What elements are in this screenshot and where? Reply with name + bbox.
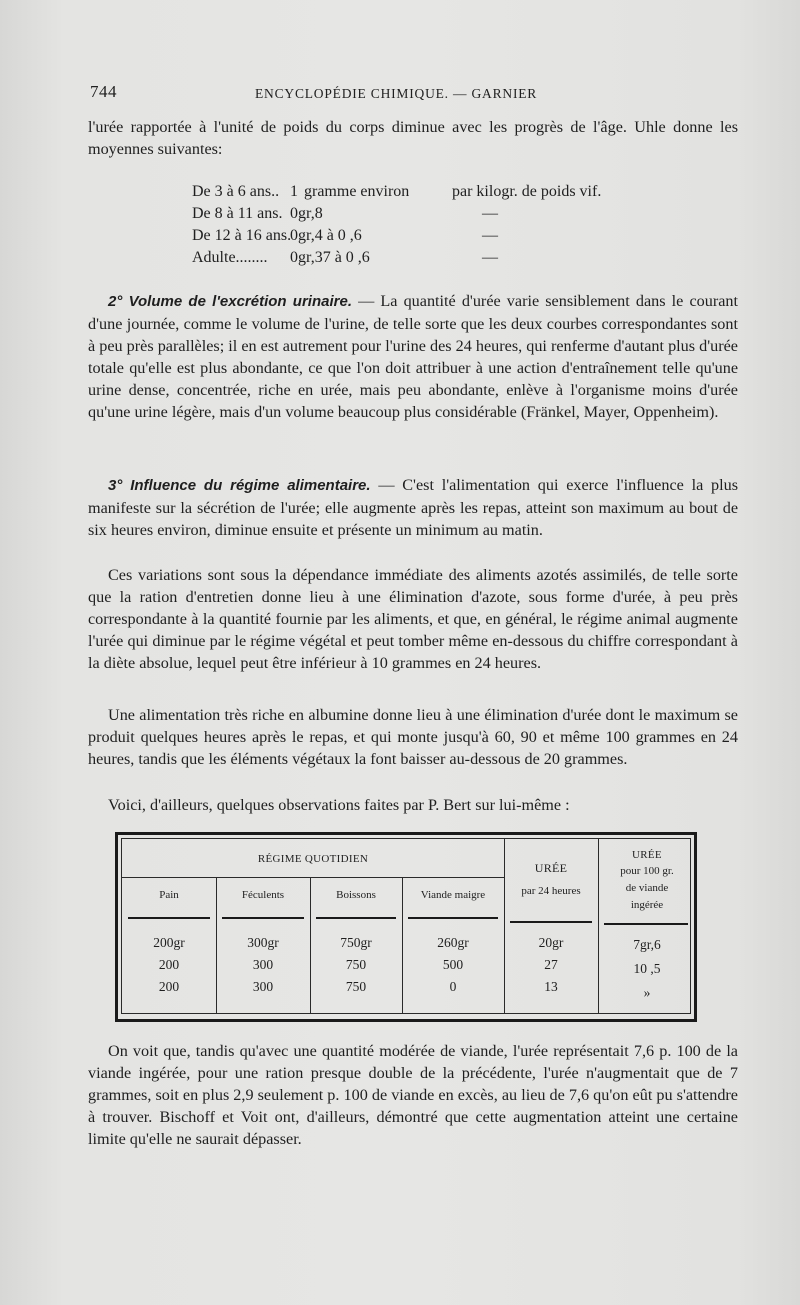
section-3 (88, 474, 738, 541)
age-row: De 12 à 16 ans. 0gr,4 à 0 ,6 — (192, 227, 498, 244)
variations-paragraph (88, 564, 738, 674)
variations-text: Ces variations sont sous la dépendance immédiate des aliments azotés assimilés, de telle sorte que la ration d'entretien donne lieu à une élimination d'azote, sous forme d'urée, à peu près correspondante à la quantité fournie par les aliments, et que, en général, le régime animal augmente l'urée qui diminue par le régime végétal et peut tomber même en-dessous du chiffre correspondant à la diète absolue, lequel peut être inférieur à 10 grammes en 24 heures. (88, 566, 738, 672)
running-title: ENCYCLOPÉDIE CHIMIQUE. — GARNIER (255, 86, 538, 101)
section-2-heading: 2° Volume de l'excrétion urinaire. (108, 293, 352, 310)
intro-text: l'urée rapportée à l'unité de poids du corps diminue avec les progrès de l'âge. Uhle donne les moyennes suivantes: (88, 118, 738, 158)
table-cell: 200gr (153, 935, 185, 950)
table-cell: 10 ,5 (633, 961, 661, 976)
age-table (192, 183, 712, 271)
final-paragraph (88, 1040, 738, 1150)
running-header (90, 82, 730, 106)
col-boissons: Boissons (336, 889, 376, 901)
table-cell: 20gr (538, 935, 564, 950)
table-cell: 13 (544, 979, 558, 994)
col-uree-pct-1: URÉE (632, 849, 662, 861)
col-uree-pct-2: pour 100 gr. (620, 865, 674, 877)
section-2 (88, 290, 738, 423)
col-uree-sub: par 24 heures (521, 885, 581, 897)
table-cell: 7gr,6 (633, 937, 661, 952)
col-uree-pct-4: ingérée (630, 899, 664, 911)
age-row: De 8 à 11 ans. 0gr,8 — (192, 205, 498, 222)
table-cell: 750 (345, 957, 367, 972)
regime-header: RÉGIME QUOTIDIEN (257, 853, 369, 865)
col-pain: Pain (159, 889, 179, 901)
table-cell: 0 (449, 979, 457, 994)
section-3-text: — C'est l'alimentation qui exerce l'influence la plus manifeste sur la sécrétion de l'urée; elle augmente après les repas, atteint son maximum au bout de six heures environ, diminue ensuite et présente un minimum au matin. (88, 476, 738, 539)
bert-observation-table (115, 832, 697, 1022)
section-2-text: — La quantité d'urée varie sensiblement dans le courant d'une journée, comme le volume de l'urine, de telle sorte que les deux courbes correspondantes sont à peu près parallèles; il en est autrement pour l'urine des 24 heures, qui renferme d'autant plus d'urée totale qu'elle est plus abondante, ce que l'on doit attribuer à une action d'entraînement telle qu'une urine dense, concentrée, riche en urée, mais peu abondante, enlève à l'organisme moins d'urée qu'une urine légère, mais d'un volume beaucoup plus considérable (Fränkel, Mayer, Oppenheim). (88, 292, 738, 421)
age-row: De 3 à 6 ans.. 1 gramme environ par kilogr. de poids vif. (192, 183, 602, 200)
intro-paragraph (88, 116, 738, 160)
voici-text: Voici, d'ailleurs, quelques observations faites par P. Bert sur lui-même : (108, 796, 570, 814)
voici-paragraph (88, 794, 738, 816)
col-viande: Viande maigre (420, 889, 486, 901)
table-cell: 750gr (340, 935, 372, 950)
table-cell: 200 (158, 979, 180, 994)
alimentation-paragraph (88, 704, 738, 770)
table-cell: 260gr (437, 935, 469, 950)
table-cell: 500 (442, 957, 464, 972)
col-feculents: Féculents (241, 889, 285, 901)
alimentation-text: Une alimentation très riche en albumine donne lieu à une élimination d'urée dont le maximum se produit quelques heures après le repas, et qui monte jusqu'à 60, 90 et même 100 grammes en 24 heures, tandis que les éléments végétaux la font baisser au-dessous de 20 grammes. (88, 706, 738, 768)
table-cell: 300gr (247, 935, 279, 950)
table-cell: 27 (544, 957, 558, 972)
table-cell: 200 (158, 957, 180, 972)
col-uree: URÉE (534, 861, 568, 875)
table-cell: 750 (345, 979, 367, 994)
col-uree-pct-3: de viande (625, 882, 669, 894)
final-text: On voit que, tandis qu'avec une quantité modérée de viande, l'urée représentait 7,6 p. 100 de la viande ingérée, pour une ration presque double de la précédente, l'urée n'augmentait que de 7 grammes, soit en plus 2,9 seulement p. 100 de viande en excès, au lieu de 7,6 qu'on eût pu s'attendre à trouver. Bischoff et Voit ont, d'ailleurs, démontré que cette augmentation atteint une certaine limite qu'elle ne saurait dépasser. (88, 1042, 738, 1148)
table-cell: » (643, 985, 651, 1000)
table-cell: 300 (252, 979, 274, 994)
table-cell: 300 (252, 957, 274, 972)
age-row: Adulte........ 0gr,37 à 0 ,6 — (192, 249, 498, 266)
section-3-heading: 3° Influence du régime alimentaire. (108, 477, 371, 494)
page-number: 744 (90, 82, 117, 101)
